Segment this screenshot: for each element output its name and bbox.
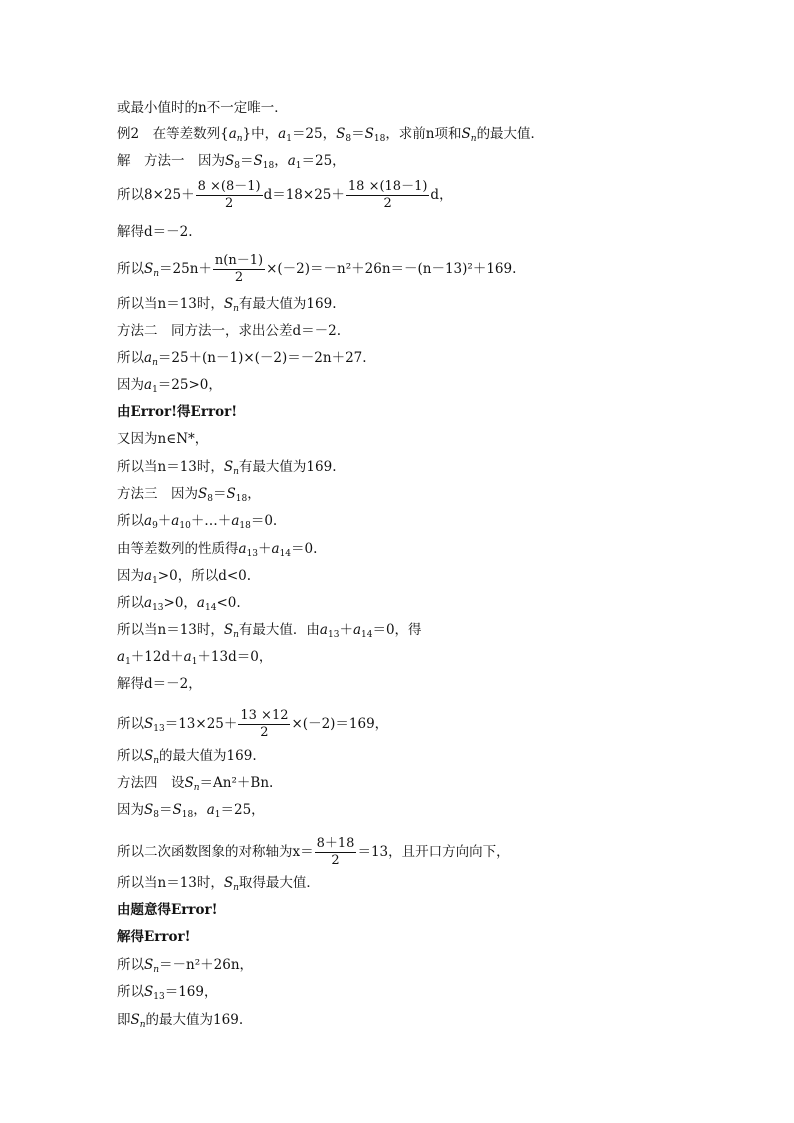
error-line: 由题意得Error! xyxy=(117,902,218,918)
fraction: $\frac{8+18}{2}$ xyxy=(316,836,355,868)
text-line: 或最小值时的n不一定唯一． xyxy=(117,100,288,116)
text-line: $a_1+12d+a_1+13d=0$， xyxy=(117,649,273,667)
method-three-heading: 方法三 因为$S_8=S_{18}$， xyxy=(117,486,261,504)
fraction: $\frac{18 \times(18-1)}{2}$ xyxy=(347,179,428,211)
text-line: 解得d＝－2， xyxy=(117,676,202,692)
method-two-heading: 方法二 同方法一，求出公差d＝－2. xyxy=(117,323,342,339)
text-line: 所以$a_n=25+(n-1)\times(-2)=-2n+27$. xyxy=(117,350,367,368)
fraction: $\frac{n(n-1)}{2}$ xyxy=(214,253,264,285)
method-one-heading: 解 方法一 因为$S_8=S_{18}$，$a_1=25$， xyxy=(117,153,346,171)
error-line: 解得Error! xyxy=(117,929,191,945)
text-line: 所以$S_n=-n^2+26n$， xyxy=(117,957,254,975)
text-line: 所以$S_{13}=169$， xyxy=(117,984,218,1002)
text-line: 所以当n＝13时，$S_n$有最大值为169. xyxy=(117,296,337,314)
method-four-heading: 方法四 设$S_n=An^2+Bn$. xyxy=(117,775,274,793)
text-line: 因为$a_1>0$，所以d<0. xyxy=(117,568,252,586)
example-heading: 例2 在等差数列$\{a_n\}$中，$a_1=25$，$S_8=S_{18}$，求前n项和$S_n$的最大值． xyxy=(117,126,545,144)
equation-line: 所以$S_n=25n+$ $\frac{n(n-1)}{2}$ ×(－2)＝－n²＋26n＝－(n－13)²＋169. xyxy=(117,253,517,285)
text-line: 又因为n∈N*， xyxy=(117,431,209,447)
text-line: 即$S_n$的最大值为169. xyxy=(117,1012,244,1030)
error-line: 由Error!得Error! xyxy=(117,404,238,420)
text-line: 解得d＝－2. xyxy=(117,224,193,240)
text-line: 所以$S_n$的最大值为169. xyxy=(117,748,257,766)
equation-line: 所以$S_{13}=13\times 25+$ $\frac{13 \times 12}{2}$ ×(－2)＝169， xyxy=(117,708,389,740)
text-line: 所以$a_{13}>0$，$a_{14}<0$. xyxy=(117,595,241,613)
equation-line: 所以8×25＋ $\frac{8 \times(8-1)}{2}$ d＝18×25＋ $\frac{18 \times(18-1)}{2}$ d， xyxy=(117,179,453,211)
text-line: 所以当n＝13时，$S_n$取得最大值． xyxy=(117,875,320,893)
equation-line: 所以二次函数图象的对称轴为x＝ $\frac{8+18}{2}$ ＝13，且开口方向向下， xyxy=(117,836,510,868)
text-line: 因为$S_8=S_{18}$，$a_1=25$， xyxy=(117,802,265,820)
text-line: 所以当n＝13时，$S_n$有最大值为169. xyxy=(117,459,337,477)
text-line: 所以当n＝13时，$S_n$有最大值．由$a_{13}+a_{14}=0$，得 xyxy=(117,622,422,640)
text-line: 由等差数列的性质得$a_{13}+a_{14}=0$. xyxy=(117,541,318,559)
fraction: $\frac{13 \times 12}{2}$ xyxy=(240,708,289,740)
text-line: 所以$a_9+a_{10}+\dots+a_{18}=0$. xyxy=(117,513,278,531)
fraction: $\frac{8 \times(8-1)}{2}$ xyxy=(197,179,261,211)
text-line: 因为$a_1=25>0$， xyxy=(117,377,222,395)
